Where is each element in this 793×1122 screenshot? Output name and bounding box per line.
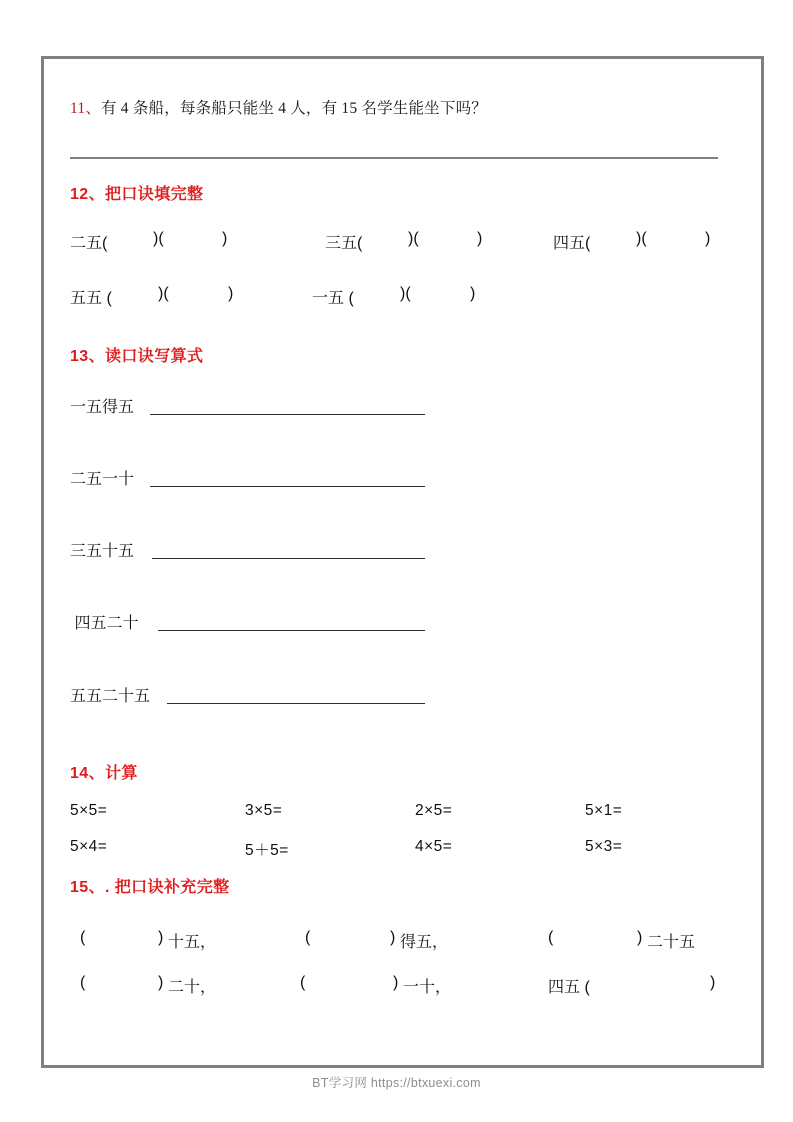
s15-r2c1-open: ( <box>80 974 86 991</box>
s12-r2c2-prefix: 一五 ( <box>312 290 354 307</box>
s14-r2c4[interactable]: 5×3= <box>585 838 623 855</box>
section-14-heading: 14、计算 <box>70 765 138 782</box>
s12-r1c1-suffix[interactable]: ) <box>222 230 228 247</box>
s12-r1c2-mid[interactable]: )( <box>408 230 419 247</box>
section-12-heading: 12、把口诀填完整 <box>70 186 204 203</box>
question-11 <box>70 96 487 118</box>
site-footer: BT学习网 https://btxuexi.com <box>312 1076 481 1090</box>
s13-item-4-answer-line[interactable] <box>158 630 425 631</box>
question-11-number: 11、 <box>70 100 102 117</box>
s14-r2c3[interactable]: 4×5= <box>415 838 453 855</box>
s12-r2c1-mid[interactable]: )( <box>158 285 169 302</box>
s15-r1c1-tail: 十五， <box>168 934 217 951</box>
s13-item-1-answer-line[interactable] <box>150 414 425 415</box>
s15-r2c2-tail: 一十， <box>403 979 452 996</box>
s13-item-1-label: 一五得五 <box>70 399 135 416</box>
s12-r2c2-suffix[interactable]: ) <box>470 285 476 302</box>
s15-r2c2-open: ( <box>300 974 306 991</box>
s12-r1c3-prefix: 四五( <box>553 235 591 252</box>
s15-r1c3-open: ( <box>548 929 554 946</box>
question-11-text: 有 4 条船，每条船只能坐 4 人，有 15 名学生能坐下吗？ <box>101 100 487 117</box>
s15-r1c2-open: ( <box>305 929 311 946</box>
s14-r2c2[interactable]: 5＋5= <box>245 842 289 859</box>
s12-r1c3-suffix[interactable]: ) <box>705 230 711 247</box>
s14-r1c4[interactable]: 5×1= <box>585 802 623 819</box>
s14-r1c2[interactable]: 3×5= <box>245 802 283 819</box>
s15-r1c2-close[interactable]: ) <box>390 929 396 946</box>
s15-r2c3-open: 四五 ( <box>548 979 590 996</box>
s12-r1c2-suffix[interactable]: ) <box>477 230 483 247</box>
s12-r2c1-prefix: 五五 ( <box>70 290 112 307</box>
s14-r2c1[interactable]: 5×4= <box>70 838 108 855</box>
s15-r2c1-close[interactable]: ) <box>158 974 164 991</box>
s12-r1c2-prefix: 三五( <box>325 235 363 252</box>
s14-r1c1[interactable]: 5×5= <box>70 802 108 819</box>
s14-r1c3[interactable]: 2×5= <box>415 802 453 819</box>
s15-r2c2-close[interactable]: ) <box>393 974 399 991</box>
s12-r2c2-mid[interactable]: )( <box>400 285 411 302</box>
s12-r1c1-prefix: 二五( <box>70 235 108 252</box>
s15-r1c3-close[interactable]: ) <box>637 929 643 946</box>
s13-item-5-label: 五五二十五 <box>70 688 151 705</box>
section-13-heading: 13、读口诀写算式 <box>70 348 204 365</box>
s13-item-5-answer-line[interactable] <box>167 703 425 704</box>
s12-r1c3-mid[interactable]: )( <box>636 230 647 247</box>
s13-item-4-label: 四五二十 <box>70 615 139 632</box>
s13-item-3-answer-line[interactable] <box>152 558 425 559</box>
s13-item-2-label: 二五一十 <box>70 471 135 488</box>
s13-item-2-answer-line[interactable] <box>150 486 425 487</box>
section-15-heading: 15、. 把口诀补充完整 <box>70 879 230 896</box>
s15-r1c2-tail: 得五， <box>400 934 449 951</box>
s12-r2c1-suffix[interactable]: ) <box>228 285 234 302</box>
s15-r1c3-tail: 二十五 <box>647 934 696 951</box>
s15-r1c1-close[interactable]: ) <box>158 929 164 946</box>
s13-item-3-label: 三五十五 <box>70 543 135 560</box>
s12-r1c1-mid[interactable]: )( <box>153 230 164 247</box>
question-11-answer-line[interactable] <box>70 157 718 159</box>
s15-r2c3-close[interactable]: ) <box>710 974 716 991</box>
s15-r2c1-tail: 二十， <box>168 979 217 996</box>
s15-r1c1-open: ( <box>80 929 86 946</box>
